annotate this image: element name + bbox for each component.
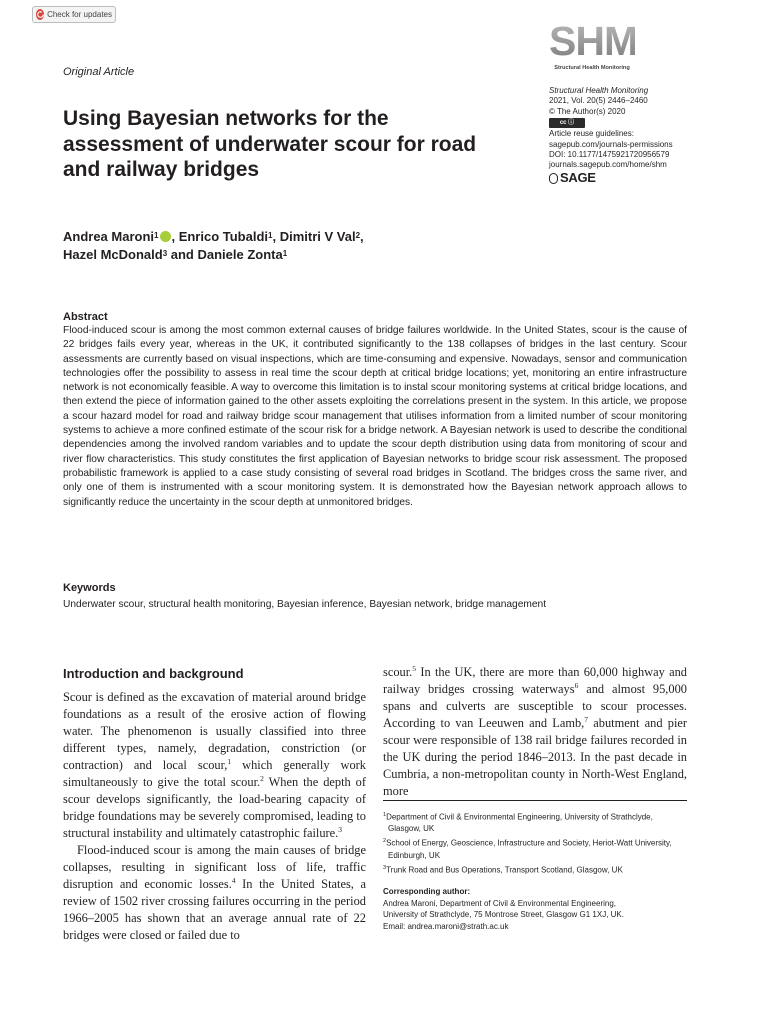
body-column-left (63, 689, 366, 944)
body-paragraph: Scour is defined as the excavation of material around bridge foundations as a result of the erosive action of flowing water. The phenomenon is usually classified into three different types, namely, degradation, constriction (or contraction) and local scour,$^1$ which generally work simultaneously to give the total scour.$^2$ When the depth of scour develops significantly, the load-bearing capacity of bridge foundations may be severely compromised, leading to structural instability and ultimately catastrophic failure.$^3$ (63, 690, 367, 840)
affiliation-marker: 1 (282, 249, 288, 258)
citation-marker[interactable]: 6 (574, 680, 579, 690)
affiliation-marker: 3 (162, 249, 168, 258)
citation-marker[interactable]: 4 (231, 875, 236, 885)
corresponding-author (383, 886, 687, 932)
citation-marker[interactable]: 5 (412, 663, 417, 673)
sage-icon (549, 173, 558, 184)
body-column-right (383, 664, 687, 800)
affiliation-marker: 1 (268, 231, 273, 240)
article-type: Original Article (63, 66, 135, 78)
citation-marker[interactable]: 3 (338, 824, 343, 834)
check-for-updates-label: Check for updates (47, 10, 112, 19)
abstract-text: Flood-induced scour is among the most common external causes of bridge failures worldwide. In the United States, scour is the cause of 22 bridges fails every year, whereas in the UK, it contributed significantly to the 138 collapses of bridges in the last century. Scour assessments are currently based on visual inspections, which are time-consuming and expensive. Nowadays, sensor and communication technologies offer the possibility to assess in real time the scour depth at critical bridge locations; yet, monitoring an entire infrastructure network is not economically feasible. A way to overcome this limitation is to instal scour monitoring systems at critical bridge locations, and then extend the piece of information gained to the other assets exploiting the correlations present in the system. In this article, we propose a scour hazard model for road and railway bridge scour management that utilises information from a limited number of scour monitoring systems to achieve a more confined estimate of the scour risk for a bridge network. A Bayesian network is used to describe the conditional dependencies among the involved random variables and to update the scour depth distribution using data from monitoring of scour and river flow characteristics. This study constitutes the first application of Bayesian networks to bridge scour risk assessment. The proposed probabilistic framework is applied to a case study consisting of several road bridges in Scotland. The bridges cross the same river, and only one of them is instrumented with a scour monitoring system. It is demonstrated how the Bayesian network approach allows to significantly reduce the uncertainty in the scour depth at unmonitored bridges. (63, 325, 687, 508)
citation-marker[interactable]: 2 (260, 773, 264, 783)
author-list (63, 228, 533, 264)
author-separator: , (360, 229, 364, 244)
journal-logo-text: SHM (549, 18, 638, 64)
author-name[interactable]: Andrea Maroni (63, 229, 155, 244)
corresponding-line: University of Strathclyde, 75 Montrose Street, Glasgow G1 1XJ, UK. (383, 910, 624, 920)
publisher-logo[interactable] (549, 170, 749, 186)
abstract-heading: Abstract (63, 311, 108, 323)
reuse-label: Article reuse guidelines: (549, 129, 634, 139)
journal-logo[interactable] (549, 18, 638, 75)
orcid-icon[interactable] (160, 231, 171, 242)
check-for-updates-button[interactable] (32, 6, 116, 23)
author-name[interactable]: , Dimitri V Val (272, 229, 356, 244)
keywords-text: Underwater scour, structural health monitoring, Bayesian inference, Bayesian network, bridge management (63, 599, 547, 610)
author-name[interactable]: and Daniele Zonta (167, 247, 283, 262)
affiliation-marker: 1 (154, 231, 159, 240)
journal-logo-subtitle: Structural Health Monitoring (554, 65, 630, 71)
affiliation-footnotes (383, 810, 687, 878)
body-paragraph: Flood-induced scour is among the main causes of bridge collapses, resulting in significant loss of life, traffic disruption and economic losses.$^4$ In the United States, a review of 1502 river crossing failures occurring in the period 1966–2005 has shown that an average annual rate of 22 bridges were closed or failed due to (63, 843, 366, 942)
footnote-divider (383, 800, 687, 801)
copyright-line: © The Author(s) 2020 (549, 106, 626, 116)
cc-badge-label: cc ⓘ (559, 120, 575, 127)
journal-metadata (549, 86, 749, 184)
corresponding-email[interactable]: Email: andrea.maroni@strath.ac.uk (383, 921, 509, 931)
creative-commons-icon[interactable] (549, 118, 585, 128)
doi-link[interactable]: DOI: 10.1177/1475921720956579 (549, 150, 670, 160)
citation-marker[interactable]: 1 (227, 756, 232, 766)
volume-line: 2021, Vol. 20(5) 2446–2460 (549, 96, 648, 106)
corresponding-heading: Corresponding author: (383, 887, 471, 896)
author-name[interactable]: , Enrico Tubaldi (171, 229, 269, 244)
keywords-heading: Keywords (63, 582, 116, 594)
affiliation-footnote: $^2$School of Energy, Geoscience, Infrastructure and Society, Heriot-Watt University, Edinburgh, UK (383, 838, 672, 860)
citation-marker[interactable]: 7 (584, 714, 589, 724)
corresponding-line: Andrea Maroni, Department of Civil & Environmental Engineering, (383, 898, 617, 908)
affiliation-footnote: $^1$Department of Civil & Environmental Engineering, University of Strathclyde, Glasgow, UK (383, 812, 653, 834)
affiliation-marker: 2 (355, 231, 361, 240)
journal-name: Structural Health Monitoring (549, 86, 649, 95)
reuse-link[interactable]: sagepub.com/journals-permissions (549, 139, 673, 149)
article-title: Using Bayesian networks for the assessment of underwater scour for road and railway bridges (63, 107, 477, 181)
refresh-icon (36, 9, 44, 20)
journal-home-link[interactable]: journals.sagepub.com/home/shm (549, 160, 667, 170)
affiliation-footnote: $^3$Trunk Road and Bus Operations, Transport Scotland, Glasgow, UK (383, 864, 623, 875)
section-heading: Introduction and background (63, 666, 244, 681)
body-paragraph: scour.$^5$ In the UK, there are more than 60,000 highway and railway bridges crossing waterways$^6$ and almost 95,000 spans and culverts are susceptible to scour processes. According to van Leeuwen and Lamb,$^7$ abutment and pier scour were responsible of 138 rail bridge failures recorded in the UK during the period 1846–2013. In the past decade in Cumbria, a non-metropolitan county in North-West England, more (383, 663, 688, 798)
author-name[interactable]: Hazel McDonald (63, 247, 163, 262)
publisher-name: SAGE (560, 170, 596, 186)
